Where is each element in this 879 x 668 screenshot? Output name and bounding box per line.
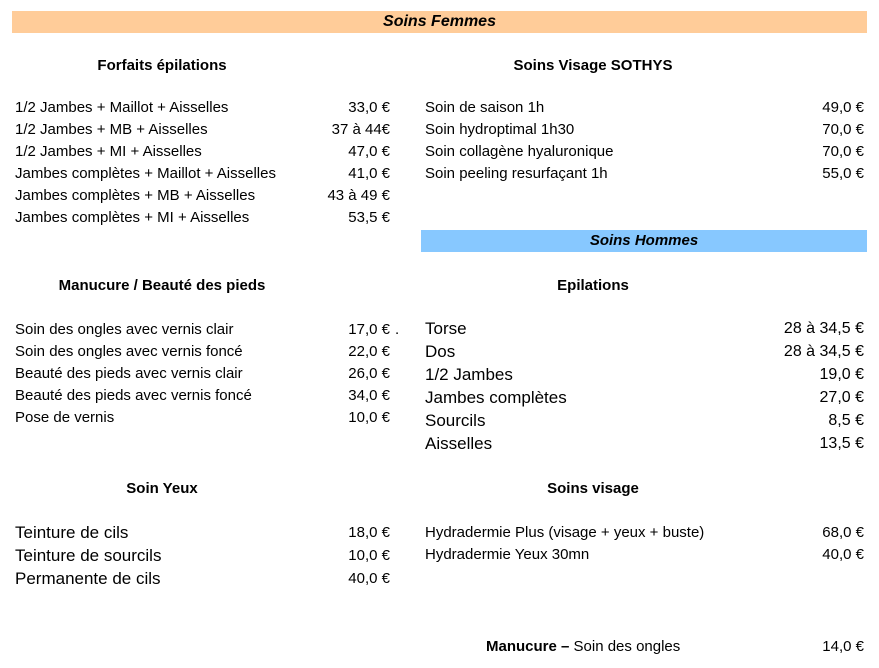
list-item: Teinture de cils 18,0 € <box>15 523 390 542</box>
list-item: Torse 28 à 34,5 € <box>425 319 864 338</box>
list-item: Sourcils 8,5 € <box>425 411 864 430</box>
footer-manucure-line <box>486 636 864 658</box>
list-soins-visage <box>425 522 864 566</box>
list-item: Hydradermie Plus (visage + yeux + buste) 68,0 € <box>425 524 864 541</box>
heading-forfaits-epilations: Forfaits épilations <box>97 57 227 74</box>
list-item: Pose de vernis 10,0 € <box>15 409 390 426</box>
heading-soins-visage: Soins visage <box>547 480 639 497</box>
footer-item-name: Soin des ongles <box>569 638 681 655</box>
footer-price: 14,0 € <box>822 638 864 655</box>
list-item: 1/2 Jambes + Maillot + Aisselles 33,0 € <box>15 99 390 116</box>
list-item: Beauté des pieds avec vernis clair 26,0 € <box>15 365 390 382</box>
list-item: 1/2 Jambes + MI + Aisselles 47,0 € <box>15 143 390 160</box>
list-item: Dos 28 à 34,5 € <box>425 342 864 361</box>
list-item: Jambes complètes + Maillot + Aisselles 41,0 € <box>15 165 390 182</box>
list-epilations <box>425 317 864 455</box>
footer-lead: Manucure – <box>486 638 570 655</box>
heading-soin-yeux: Soin Yeux <box>126 480 198 497</box>
heading-manucure-beaute-pieds: Manucure / Beauté des pieds <box>58 277 266 294</box>
list-manucure-beaute-pieds <box>15 319 390 429</box>
list-forfaits-epilations <box>15 97 390 229</box>
list-item: Soin collagène hyaluronique 70,0 € <box>425 143 864 160</box>
list-item: 1/2 Jambes 19,0 € <box>425 365 864 384</box>
heading-epilations: Epilations <box>557 277 629 294</box>
list-soins-visage-sothys <box>425 97 864 185</box>
list-item: Jambes complètes + MI + Aisselles 53,5 € <box>15 209 390 226</box>
banner-soins-femmes: Soins Femmes <box>12 11 867 33</box>
list-item: Soin peeling resurfaçant 1h 55,0 € <box>425 165 864 182</box>
list-item: Aisselles 13,5 € <box>425 434 864 453</box>
list-item: Soin hydroptimal 1h30 70,0 € <box>425 121 864 138</box>
trailing-mark: . <box>395 321 400 338</box>
list-item: Beauté des pieds avec vernis foncé 34,0 € <box>15 387 390 404</box>
list-item: Jambes complètes + MB + Aisselles 43 à 49 € <box>15 187 390 204</box>
list-item: Soin des ongles avec vernis clair 17,0 € <box>15 321 390 338</box>
list-item: Soin des ongles avec vernis foncé 22,0 € <box>15 343 390 360</box>
list-item: Jambes complètes 27,0 € <box>425 388 864 407</box>
list-soin-yeux <box>15 521 390 590</box>
heading-soins-visage-sothys: Soins Visage SOTHYS <box>513 57 673 74</box>
list-item: Permanente de cils 40,0 € <box>15 569 390 588</box>
banner-soins-hommes: Soins Hommes <box>421 230 867 252</box>
list-item: Hydradermie Yeux 30mn 40,0 € <box>425 546 864 563</box>
list-item: 1/2 Jambes + MB + Aisselles 37 à 44€ <box>15 121 390 138</box>
list-item: Teinture de sourcils 10,0 € <box>15 546 390 565</box>
list-item: Soin de saison 1h 49,0 € <box>425 99 864 116</box>
